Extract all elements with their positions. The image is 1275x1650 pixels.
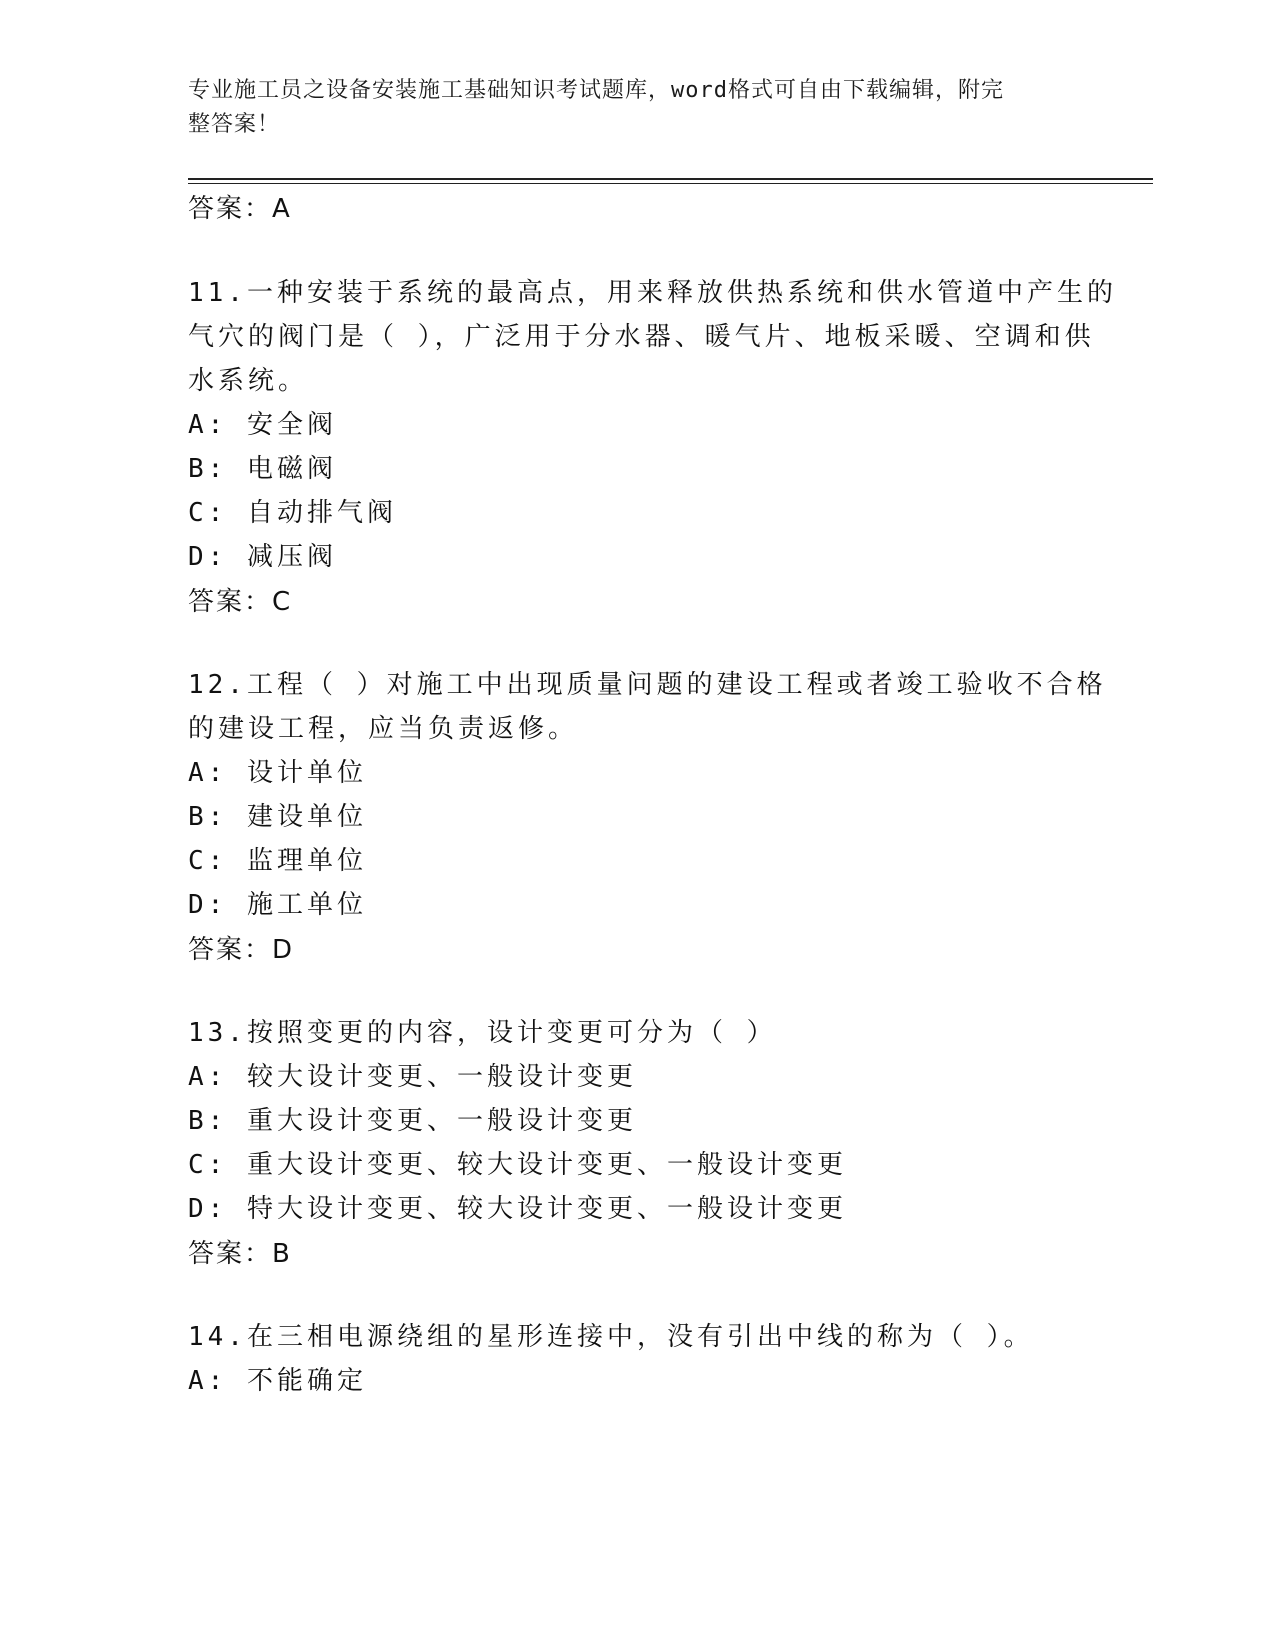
q14-option-a: A: 不能确定 bbox=[188, 1366, 367, 1396]
q11-stem-line-3: 水系统。 bbox=[188, 366, 309, 396]
q13-option-b: B: 重大设计变更、一般设计变更 bbox=[188, 1106, 637, 1136]
q13-option-a: A: 较大设计变更、一般设计变更 bbox=[188, 1062, 637, 1092]
q13-option-c: C: 重大设计变更、较大设计变更、一般设计变更 bbox=[188, 1150, 847, 1180]
header-line-1: 专业施工员之设备安装施工基础知识考试题库，word格式可自由下载编辑，附完 bbox=[188, 78, 1004, 103]
header-rule-thick bbox=[188, 178, 1153, 180]
q11-stem-line-2: 气穴的阀门是（ ），广泛用于分水器、暖气片、地板采暖、空调和供 bbox=[188, 322, 1095, 352]
q11-stem-line-1: 11.一种安装于系统的最高点，用来释放供热系统和供水管道中产生的 bbox=[188, 278, 1117, 308]
q13-answer: 答案：B bbox=[188, 1239, 292, 1269]
q11-option-a: A: 安全阀 bbox=[188, 410, 337, 440]
header-rule-thin bbox=[188, 183, 1153, 184]
q11-answer: 答案：C bbox=[188, 587, 293, 617]
q12-stem-line-1: 12.工程（ ）对施工中出现质量问题的建设工程或者竣工验收不合格 bbox=[188, 670, 1107, 700]
document-header bbox=[188, 74, 1068, 142]
q12-option-d: D: 施工单位 bbox=[188, 890, 367, 920]
q13-option-d: D: 特大设计变更、较大设计变更、一般设计变更 bbox=[188, 1194, 847, 1224]
q12-option-a: A: 设计单位 bbox=[188, 758, 367, 788]
q13-stem-line-1: 13.按照变更的内容，设计变更可分为（ ） bbox=[188, 1018, 777, 1048]
q11-option-b: B: 电磁阀 bbox=[188, 454, 337, 484]
q12-option-b: B: 建设单位 bbox=[188, 802, 367, 832]
q14-stem-line-1: 14.在三相电源绕组的星形连接中，没有引出中线的称为（ ）。 bbox=[188, 1322, 1034, 1352]
q12-option-c: C: 监理单位 bbox=[188, 846, 367, 876]
answer-previous: 答案：A bbox=[188, 194, 292, 224]
q11-option-d: D: 减压阀 bbox=[188, 542, 337, 572]
q12-answer: 答案：D bbox=[188, 935, 295, 965]
header-line-2: 整答案！ bbox=[188, 112, 281, 137]
q12-stem-line-2: 的建设工程，应当负责返修。 bbox=[188, 714, 579, 744]
q11-option-c: C: 自动排气阀 bbox=[188, 498, 397, 528]
